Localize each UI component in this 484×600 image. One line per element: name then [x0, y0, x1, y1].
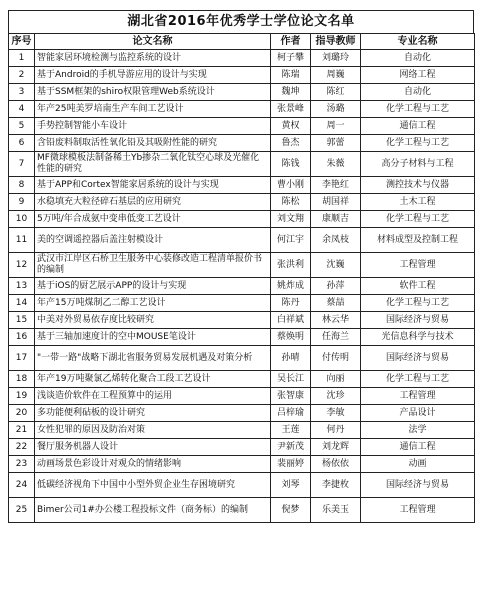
table-row [9, 67, 475, 84]
author-name: 何江宇 [271, 228, 311, 253]
table-row [9, 135, 475, 152]
major-name: 光信息科学与技术 [361, 329, 475, 346]
table-row [9, 456, 475, 473]
advisor-name: 汤璐 [311, 101, 361, 118]
advisor-name: 李捷枚 [311, 473, 361, 498]
author-name: 鲁杰 [271, 135, 311, 152]
author-name: 姚炸成 [271, 278, 311, 295]
row-number: 5 [9, 118, 35, 135]
table-row [9, 346, 475, 371]
thesis-title: MF微球模板法制备稀土Yb掺杂二氧化钛空心球及光催化性能的研究 [35, 152, 271, 177]
row-number: 1 [9, 50, 35, 67]
thesis-title: 5万吨/年合成氨中变串低变工艺设计 [35, 211, 271, 228]
major-name: 通信工程 [361, 118, 475, 135]
major-name: 高分子材料与工程 [361, 152, 475, 177]
row-number: 7 [9, 152, 35, 177]
author-name: 吴长江 [271, 371, 311, 388]
thesis-title: "一带一路"战略下湖北省服务贸易发展机遇及对策分析 [35, 346, 271, 371]
advisor-name: 蔡喆 [311, 295, 361, 312]
thesis-title: 年产25吨美罗培南生产车间工艺设计 [35, 101, 271, 118]
author-name: 裴丽婷 [271, 456, 311, 473]
advisor-name: 任海兰 [311, 329, 361, 346]
author-name: 白祥斌 [271, 312, 311, 329]
table-row [9, 253, 475, 278]
advisor-name: 刘璐玲 [311, 50, 361, 67]
thesis-title: 餐厅服务机器人设计 [35, 439, 271, 456]
author-name: 黄权 [271, 118, 311, 135]
advisor-name: 向丽 [311, 371, 361, 388]
table-row [9, 439, 475, 456]
table-header-row [9, 34, 475, 50]
thesis-title: 年产19万吨聚氯乙烯转化聚合工段工艺设计 [35, 371, 271, 388]
thesis-title: Bimer公司1#办公楼工程投标文件（商务标）的编制 [35, 498, 271, 523]
major-name: 工程管理 [361, 388, 475, 405]
major-name: 材料成型及控制工程 [361, 228, 475, 253]
author-name: 尹新茂 [271, 439, 311, 456]
advisor-name: 付传明 [311, 346, 361, 371]
table-row [9, 278, 475, 295]
advisor-name: 乐美玉 [311, 498, 361, 523]
row-number: 11 [9, 228, 35, 253]
row-number: 17 [9, 346, 35, 371]
row-number: 9 [9, 194, 35, 211]
row-number: 21 [9, 422, 35, 439]
thesis-list-document [8, 10, 474, 523]
advisor-name: 林云华 [311, 312, 361, 329]
row-number: 8 [9, 177, 35, 194]
author-name: 陈瑞 [271, 67, 311, 84]
row-number: 15 [9, 312, 35, 329]
header-no: 序号 [9, 34, 35, 50]
row-number: 10 [9, 211, 35, 228]
row-number: 25 [9, 498, 35, 523]
row-number: 13 [9, 278, 35, 295]
header-thesis: 论文名称 [35, 34, 271, 50]
major-name: 化学工程与工艺 [361, 211, 475, 228]
thesis-title: 基于APP和Cortex智能家居系统的设计与实现 [35, 177, 271, 194]
major-name: 国际经济与贸易 [361, 346, 475, 371]
row-number: 3 [9, 84, 35, 101]
table-row [9, 118, 475, 135]
table-row [9, 422, 475, 439]
author-name: 陈钱 [271, 152, 311, 177]
thesis-title: 基于Android的手机导游应用的设计与实现 [35, 67, 271, 84]
advisor-name: 沈巍 [311, 253, 361, 278]
advisor-name: 沈珍 [311, 388, 361, 405]
advisor-name: 余凤枝 [311, 228, 361, 253]
major-name: 工程管理 [361, 253, 475, 278]
author-name: 倪梦 [271, 498, 311, 523]
major-name: 化学工程与工艺 [361, 101, 475, 118]
header-major: 专业名称 [361, 34, 475, 50]
header-advisor: 指导教师 [311, 34, 361, 50]
major-name: 通信工程 [361, 439, 475, 456]
thesis-title: 基于iOS的厨艺展示APP的设计与实现 [35, 278, 271, 295]
table-row [9, 84, 475, 101]
author-name: 刘琴 [271, 473, 311, 498]
table-row [9, 473, 475, 498]
major-name: 软件工程 [361, 278, 475, 295]
row-number: 14 [9, 295, 35, 312]
major-name: 国际经济与贸易 [361, 312, 475, 329]
table-row [9, 228, 475, 253]
thesis-title: 智能家居环境检测与监控系统的设计 [35, 50, 271, 67]
major-name: 土木工程 [361, 194, 475, 211]
major-name: 化学工程与工艺 [361, 295, 475, 312]
advisor-name: 郭蕾 [311, 135, 361, 152]
author-name: 孙晴 [271, 346, 311, 371]
table-row [9, 498, 475, 523]
thesis-title: 浅谈造价软件在工程预算中的运用 [35, 388, 271, 405]
row-number: 18 [9, 371, 35, 388]
advisor-name: 周巍 [311, 67, 361, 84]
advisor-name: 何丹 [311, 422, 361, 439]
thesis-title: 美的空调遥控器后盖注射模设计 [35, 228, 271, 253]
author-name: 蔡焕明 [271, 329, 311, 346]
advisor-name: 孙萍 [311, 278, 361, 295]
thesis-title: 水稳填充大粒径碎石基层的应用研究 [35, 194, 271, 211]
major-name: 工程管理 [361, 498, 475, 523]
major-name: 化学工程与工艺 [361, 371, 475, 388]
row-number: 2 [9, 67, 35, 84]
advisor-name: 胡国祥 [311, 194, 361, 211]
table-row [9, 295, 475, 312]
table-row [9, 194, 475, 211]
author-name: 刘文翔 [271, 211, 311, 228]
author-name: 陈丹 [271, 295, 311, 312]
advisor-name: 李艳红 [311, 177, 361, 194]
thesis-table [8, 33, 475, 523]
major-name: 产品设计 [361, 405, 475, 422]
major-name: 国际经济与贸易 [361, 473, 475, 498]
table-row [9, 312, 475, 329]
table-row [9, 101, 475, 118]
thesis-title: 手势控制智能小车设计 [35, 118, 271, 135]
row-number: 20 [9, 405, 35, 422]
row-number: 24 [9, 473, 35, 498]
thesis-title: 多功能便利砧板的设计研究 [35, 405, 271, 422]
major-name: 动画 [361, 456, 475, 473]
author-name: 张智康 [271, 388, 311, 405]
advisor-name: 陈红 [311, 84, 361, 101]
advisor-name: 李敏 [311, 405, 361, 422]
thesis-title: 中美对外贸易依存度比较研究 [35, 312, 271, 329]
advisor-name: 周一 [311, 118, 361, 135]
table-row [9, 388, 475, 405]
header-author: 作者 [271, 34, 311, 50]
author-name: 吕梓瑜 [271, 405, 311, 422]
author-name: 魏坤 [271, 84, 311, 101]
row-number: 22 [9, 439, 35, 456]
major-name: 化学工程与工艺 [361, 135, 475, 152]
author-name: 张洪利 [271, 253, 311, 278]
author-name: 张景峰 [271, 101, 311, 118]
thesis-title: 含铅废料制取活性氧化铅及其吸附性能的研究 [35, 135, 271, 152]
major-name: 法学 [361, 422, 475, 439]
table-row [9, 211, 475, 228]
advisor-name: 杨依依 [311, 456, 361, 473]
row-number: 6 [9, 135, 35, 152]
advisor-name: 朱薇 [311, 152, 361, 177]
major-name: 网络工程 [361, 67, 475, 84]
major-name: 测控技术与仪器 [361, 177, 475, 194]
thesis-title: 女性犯罪的原因及防治对策 [35, 422, 271, 439]
table-row [9, 152, 475, 177]
author-name: 柯子攀 [271, 50, 311, 67]
row-number: 12 [9, 253, 35, 278]
major-name: 自动化 [361, 84, 475, 101]
thesis-title: 年产15万吨煤制乙二醇工艺设计 [35, 295, 271, 312]
author-name: 王莲 [271, 422, 311, 439]
table-row [9, 405, 475, 422]
thesis-title: 基于SSM框架的shiro权限管理Web系统设计 [35, 84, 271, 101]
table-row [9, 371, 475, 388]
document-title: 湖北省2016年优秀学士学位论文名单 [8, 10, 474, 33]
thesis-title: 低碳经济视角下中国中小型外贸企业生存困境研究 [35, 473, 271, 498]
advisor-name: 刘龙辉 [311, 439, 361, 456]
advisor-name: 康顺吉 [311, 211, 361, 228]
row-number: 23 [9, 456, 35, 473]
row-number: 19 [9, 388, 35, 405]
row-number: 4 [9, 101, 35, 118]
table-row [9, 50, 475, 67]
thesis-title: 武汉市江岸区石桥卫生服务中心装修改造工程清单报价书的编制 [35, 253, 271, 278]
table-row [9, 329, 475, 346]
thesis-title: 基于三轴加速度计的空中MOUSE笔设计 [35, 329, 271, 346]
author-name: 曹小刚 [271, 177, 311, 194]
table-row [9, 177, 475, 194]
major-name: 自动化 [361, 50, 475, 67]
thesis-title: 动画场景色彩设计对观众的情绪影响 [35, 456, 271, 473]
author-name: 陈松 [271, 194, 311, 211]
row-number: 16 [9, 329, 35, 346]
